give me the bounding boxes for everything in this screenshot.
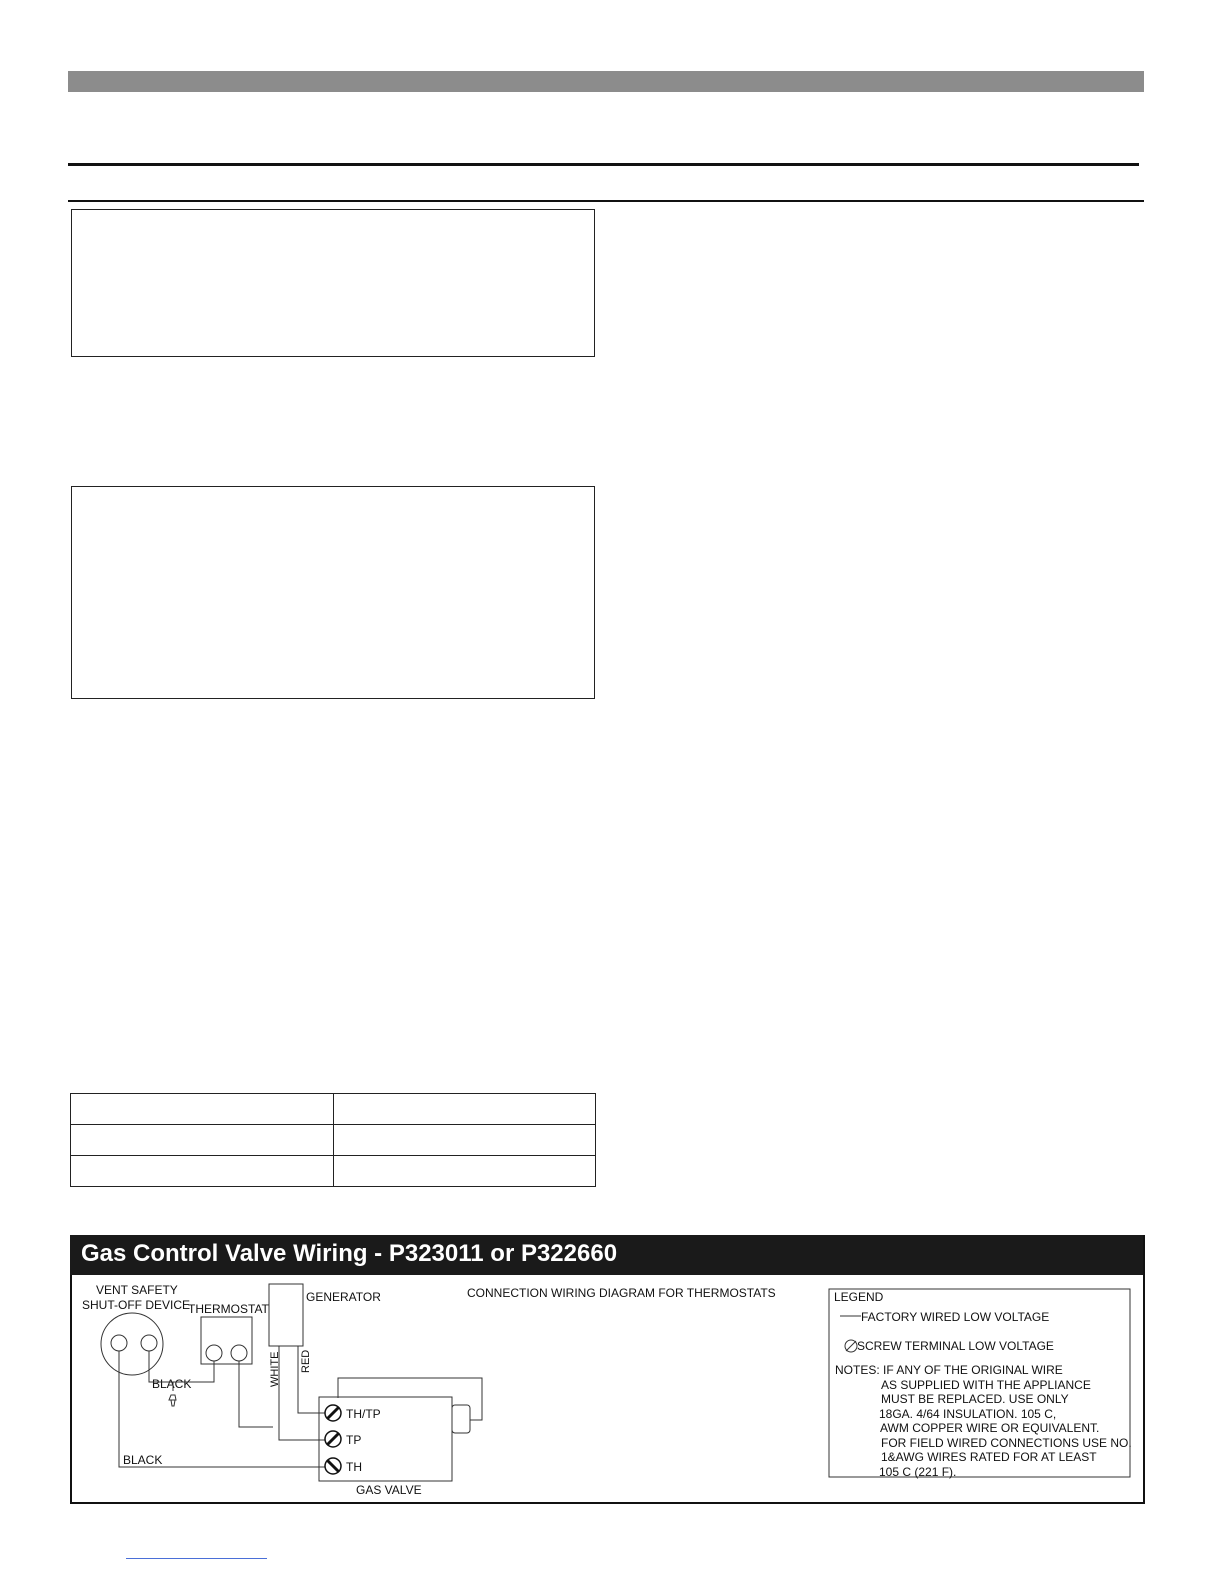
wire-nut-icon: [169, 1395, 176, 1406]
screw-terminal-icon: [325, 1405, 341, 1421]
generator-label: GENERATOR: [306, 1290, 381, 1304]
notice-box-2: [71, 486, 595, 699]
diagram-caption: CONNECTION WIRING DIAGRAM FOR THERMOSTATS: [467, 1286, 776, 1300]
table-cell: [333, 1156, 596, 1187]
terminal-label-th-tp: TH/TP: [346, 1407, 381, 1421]
legend-note-line: MUST BE REPLACED. USE ONLY: [881, 1392, 1069, 1406]
legend-notes: [835, 1363, 1132, 1479]
black-wire: [119, 1351, 325, 1467]
generator-symbol: [269, 1284, 303, 1346]
table-cell: [71, 1125, 334, 1156]
vent-device-terminal: [141, 1335, 157, 1351]
legend-note-line: NOTES: IF ANY OF THE ORIGINAL WIRE: [835, 1363, 1063, 1377]
table-cell: [71, 1156, 334, 1187]
legend-note-line: 105 C (221 F).: [879, 1465, 957, 1479]
thermostat-terminal: [206, 1345, 222, 1361]
table-cell: [71, 1094, 334, 1125]
legend-note-line: 18GA. 4/64 INSULATION. 105 C,: [879, 1407, 1057, 1421]
terminal-label-tp: TP: [346, 1433, 362, 1447]
table-cell: [333, 1125, 596, 1156]
legend-factory-wired: FACTORY WIRED LOW VOLTAGE: [861, 1310, 1050, 1324]
vent-device-label-1: VENT SAFETY: [96, 1283, 178, 1297]
legend-note-line: AWM COPPER WIRE OR EQUIVALENT.: [880, 1421, 1100, 1435]
table-row: [71, 1156, 596, 1187]
wiring-diagram-header: [70, 1235, 1143, 1275]
section-rule: [68, 200, 1144, 202]
wire-label-red: RED: [300, 1349, 312, 1373]
wiring-diagram: [72, 1275, 1140, 1498]
gas-valve-label: GAS VALVE: [356, 1483, 422, 1497]
screw-terminal-icon: [325, 1431, 341, 1447]
thermostat-label: THERMOSTAT: [188, 1302, 269, 1316]
legend-note-line: AS SUPPLIED WITH THE APPLIANCE: [881, 1378, 1091, 1392]
wire-label-black: BLACK: [152, 1377, 192, 1391]
vent-device-symbol: [101, 1313, 163, 1375]
thermostat-terminal: [231, 1345, 247, 1361]
notice-box-1: [71, 209, 595, 357]
title-rule: [68, 163, 1139, 166]
header-bar: [68, 71, 1144, 92]
table-cell: [333, 1094, 596, 1125]
wiring-diagram-title: Gas Control Valve Wiring - P323011 or P322660: [81, 1240, 618, 1267]
table-row: [71, 1094, 596, 1125]
thermostat-symbol: [201, 1317, 252, 1364]
terminal-label-th: TH: [346, 1460, 362, 1474]
gas-valve-symbol: [319, 1397, 452, 1481]
legend-title: LEGEND: [834, 1290, 884, 1304]
wire-label-white: WHITE: [269, 1351, 281, 1387]
spec-table: [70, 1093, 596, 1187]
thermostat-wire: [239, 1361, 273, 1427]
vent-device-terminal: [111, 1335, 127, 1351]
vent-device-label-2: SHUT-OFF DEVICE: [82, 1298, 191, 1312]
gas-valve-connector: [452, 1405, 470, 1433]
screw-terminal-icon: [845, 1340, 857, 1352]
table-row: [71, 1125, 596, 1156]
wire-label-black: BLACK: [123, 1453, 163, 1467]
legend-note-line: FOR FIELD WIRED CONNECTIONS USE NO.: [881, 1436, 1132, 1450]
legend-screw-terminal: SCREW TERMINAL LOW VOLTAGE: [857, 1339, 1054, 1353]
legend-note-line: 1&AWG WIRES RATED FOR AT LEAST: [881, 1450, 1097, 1464]
screw-terminal-icon: [325, 1458, 341, 1474]
footer-link-underline[interactable]: [126, 1558, 267, 1559]
